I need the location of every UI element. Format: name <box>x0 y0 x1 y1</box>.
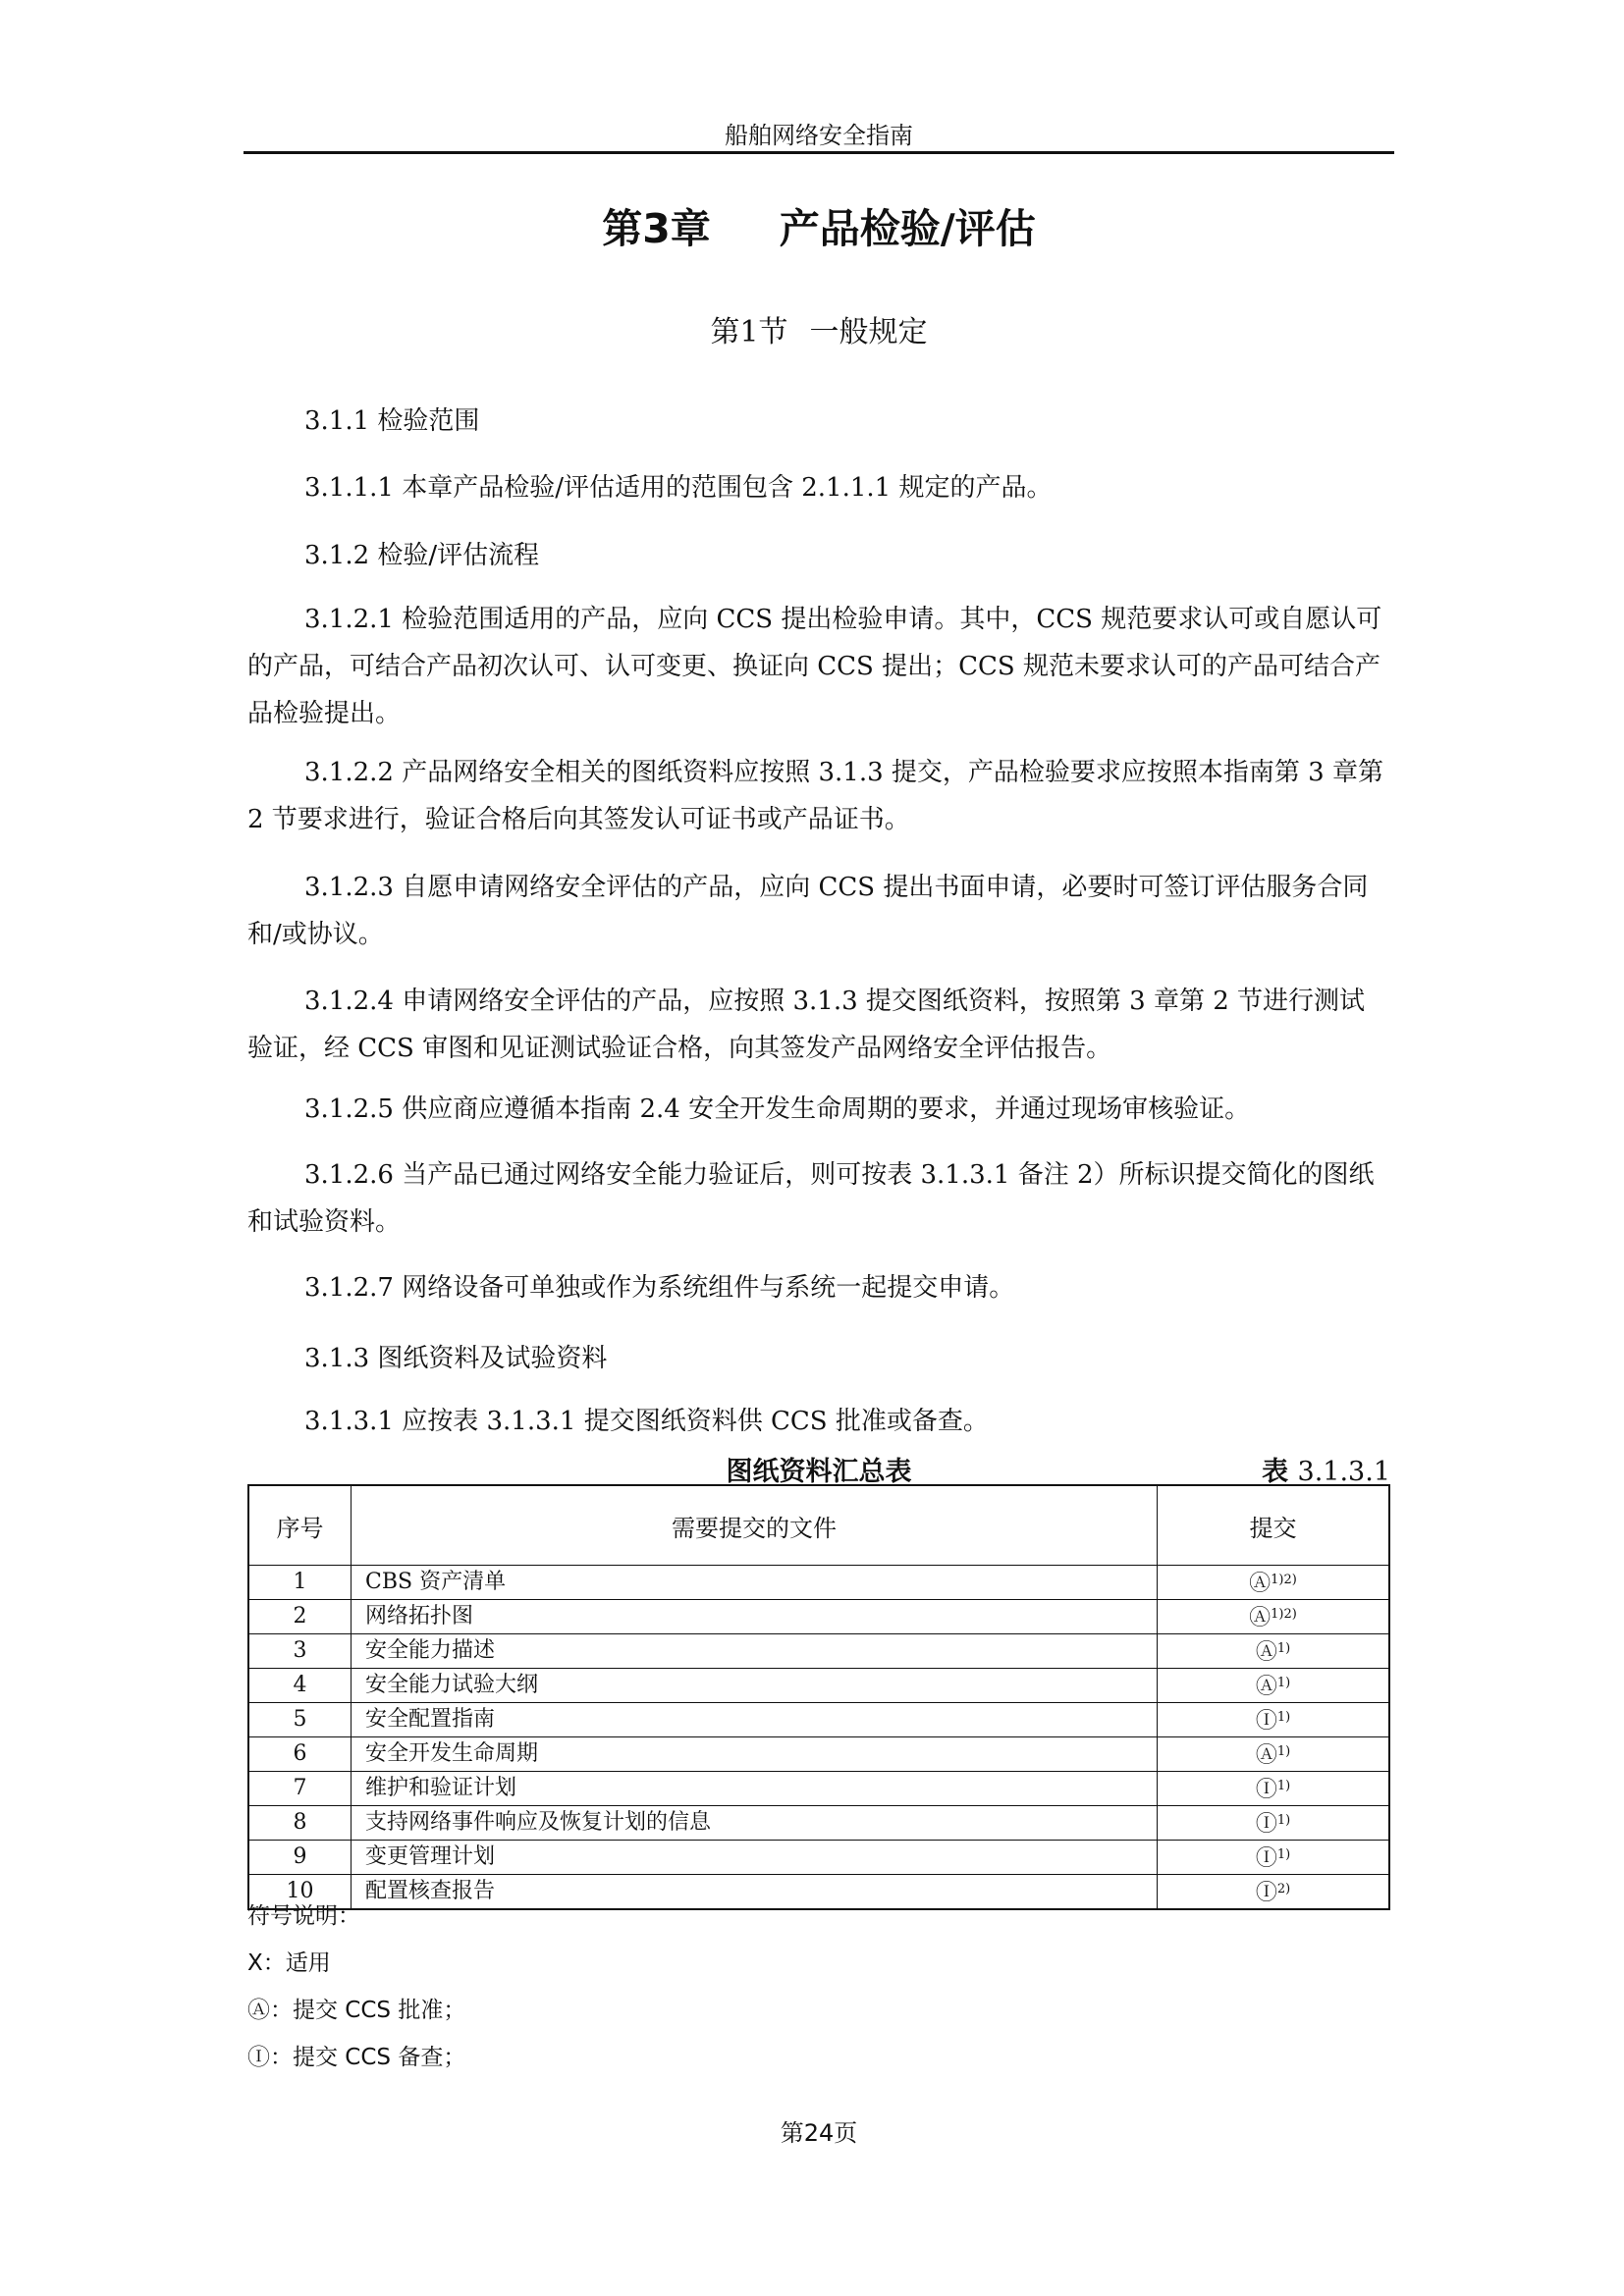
paragraph-3-1-1-1: 3.1.1.1 本章产品检验/评估适用的范围包含 2.1.1.1 规定的产品。 <box>304 473 1053 503</box>
table-row <box>248 1669 1389 1703</box>
submit-note: 1) <box>1276 1813 1291 1828</box>
submit-symbol: Ⓘ <box>1255 1881 1277 1905</box>
table-row <box>248 1841 1389 1875</box>
submit-note: 1) <box>1276 1744 1291 1759</box>
section-title <box>244 307 1394 350</box>
row-number: 8 <box>248 1806 352 1841</box>
submit-symbol: Ⓐ <box>1255 1743 1277 1768</box>
table-row <box>248 1806 1389 1841</box>
row-number: 1 <box>248 1566 352 1600</box>
section-name: 一般规定 <box>809 315 928 349</box>
row-number: 9 <box>248 1841 352 1875</box>
header-submit: 提交 <box>1158 1485 1390 1566</box>
row-number: 3 <box>248 1634 352 1669</box>
heading-3-1-2: 3.1.2 检验/评估流程 <box>304 541 540 570</box>
paragraph-3-1-2-7: 3.1.2.7 网络设备可单独或作为系统组件与系统一起提交申请。 <box>304 1273 1015 1303</box>
table-row <box>248 1737 1389 1772</box>
header-serial: 序号 <box>248 1485 352 1566</box>
row-document: 安全能力描述 <box>352 1634 1158 1669</box>
paragraph-3-1-2-2: 3.1.2.2 产品网络安全相关的图纸资料应按照 3.1.3 提交，产品检验要求应按照本指南第 3 章第 2 节要求进行，验证合格后向其签发认可证书或产品证书。 <box>247 758 1383 834</box>
paragraph-3-1-2-4: 3.1.2.4 申请网络安全评估的产品，应按照 3.1.3 提交图纸资料，按照第 3 章第 2 节进行测试验证，经 CCS 审图和见证测试验证合格，向其签发产品网络安全评估报告。 <box>247 987 1366 1063</box>
row-number: 10 <box>248 1875 352 1910</box>
submit-note: 1) <box>1276 1847 1291 1862</box>
row-document: 维护和验证计划 <box>352 1772 1158 1806</box>
row-document: 支持网络事件响应及恢复计划的信息 <box>352 1806 1158 1841</box>
row-submit-mark <box>1158 1806 1390 1841</box>
page-number: 第24页 <box>780 2119 858 2147</box>
paragraph-3-1-2-3: 3.1.2.3 自愿申请网络安全评估的产品，应向 CCS 提出书面申请，必要时可签订评估服务合同和/或协议。 <box>247 873 1369 949</box>
row-submit-mark <box>1158 1600 1390 1634</box>
table-row <box>248 1634 1389 1669</box>
submit-note: 1)2) <box>1271 1573 1297 1587</box>
submit-symbol: Ⓘ <box>1255 1812 1277 1837</box>
table-row <box>248 1703 1389 1737</box>
header-rule <box>244 151 1394 154</box>
heading-3-1-1: 3.1.1 检验范围 <box>304 406 480 436</box>
table-number: 表 3.1.3.1 <box>1262 1457 1390 1487</box>
submit-symbol: Ⓐ <box>1255 1640 1277 1665</box>
row-submit-mark <box>1158 1772 1390 1806</box>
paragraph-3-1-3-1: 3.1.3.1 应按表 3.1.3.1 提交图纸资料供 CCS 批准或备查。 <box>304 1407 989 1436</box>
heading-3-1-3: 3.1.3 图纸资料及试验资料 <box>304 1344 608 1373</box>
submit-note: 1) <box>1276 1779 1291 1793</box>
chapter-number: 第3章 <box>602 205 711 252</box>
paragraph-3-1-2-5: 3.1.2.5 供应商应遵循本指南 2.4 安全开发生命周期的要求，并通过现场审核验证。 <box>304 1095 1251 1124</box>
row-document: 配置核查报告 <box>352 1875 1158 1910</box>
chapter-name: 产品检验/评估 <box>779 205 1036 252</box>
table-header-row <box>248 1485 1389 1566</box>
chapter-title <box>244 196 1394 254</box>
running-header: 船舶网络安全指南 <box>725 122 913 149</box>
legend-x: X：适用 <box>247 1950 331 1976</box>
row-submit-mark <box>1158 1634 1390 1669</box>
row-number: 7 <box>248 1772 352 1806</box>
legend-title: 符号说明： <box>247 1903 360 1929</box>
submit-symbol: Ⓘ <box>1255 1709 1277 1734</box>
table-caption <box>247 1450 1390 1487</box>
section-number: 第1节 <box>710 315 788 349</box>
row-submit-mark <box>1158 1566 1390 1600</box>
submit-note: 2) <box>1276 1882 1291 1896</box>
documents-table <box>247 1484 1390 1910</box>
submit-note: 1) <box>1276 1641 1291 1656</box>
submit-symbol: Ⓘ <box>1255 1778 1277 1802</box>
submit-note: 1) <box>1276 1710 1291 1725</box>
row-document: 变更管理计划 <box>352 1841 1158 1875</box>
row-submit-mark <box>1158 1875 1390 1910</box>
row-document: 安全能力试验大纲 <box>352 1669 1158 1703</box>
submit-note: 1)2) <box>1271 1607 1297 1622</box>
row-number: 6 <box>248 1737 352 1772</box>
submit-note: 1) <box>1276 1676 1291 1690</box>
legend-reference: Ⓘ：提交 CCS 备查； <box>247 2045 466 2070</box>
submit-symbol: Ⓐ <box>1249 1606 1272 1630</box>
row-submit-mark <box>1158 1841 1390 1875</box>
row-number: 4 <box>248 1669 352 1703</box>
table-title: 图纸资料汇总表 <box>726 1457 912 1487</box>
table-row <box>248 1566 1389 1600</box>
row-document: 安全配置指南 <box>352 1703 1158 1737</box>
submit-symbol: Ⓐ <box>1255 1675 1277 1699</box>
row-submit-mark <box>1158 1703 1390 1737</box>
table-row <box>248 1772 1389 1806</box>
table-row <box>248 1600 1389 1634</box>
paragraph-3-1-2-1: 3.1.2.1 检验范围适用的产品，应向 CCS 提出检验申请。其中，CCS 规范要求认可或自愿认可的产品，可结合产品初次认可、认可变更、换证向 CCS 提出；CCS 规范未要求认可的产品可结合产品检验提出。 <box>247 605 1382 728</box>
row-document: 安全开发生命周期 <box>352 1737 1158 1772</box>
row-document: 网络拓扑图 <box>352 1600 1158 1634</box>
header-document: 需要提交的文件 <box>352 1485 1158 1566</box>
table-row <box>248 1875 1389 1910</box>
submit-symbol: Ⓐ <box>1249 1572 1272 1596</box>
row-number: 5 <box>248 1703 352 1737</box>
row-number: 2 <box>248 1600 352 1634</box>
row-submit-mark <box>1158 1737 1390 1772</box>
submit-symbol: Ⓘ <box>1255 1846 1277 1871</box>
row-document: CBS 资产清单 <box>352 1566 1158 1600</box>
legend-approval: Ⓐ：提交 CCS 批准； <box>247 1998 466 2023</box>
row-submit-mark <box>1158 1669 1390 1703</box>
paragraph-3-1-2-6: 3.1.2.6 当产品已通过网络安全能力验证后，则可按表 3.1.3.1 备注 2）所标识提交简化的图纸和试验资料。 <box>247 1160 1375 1237</box>
